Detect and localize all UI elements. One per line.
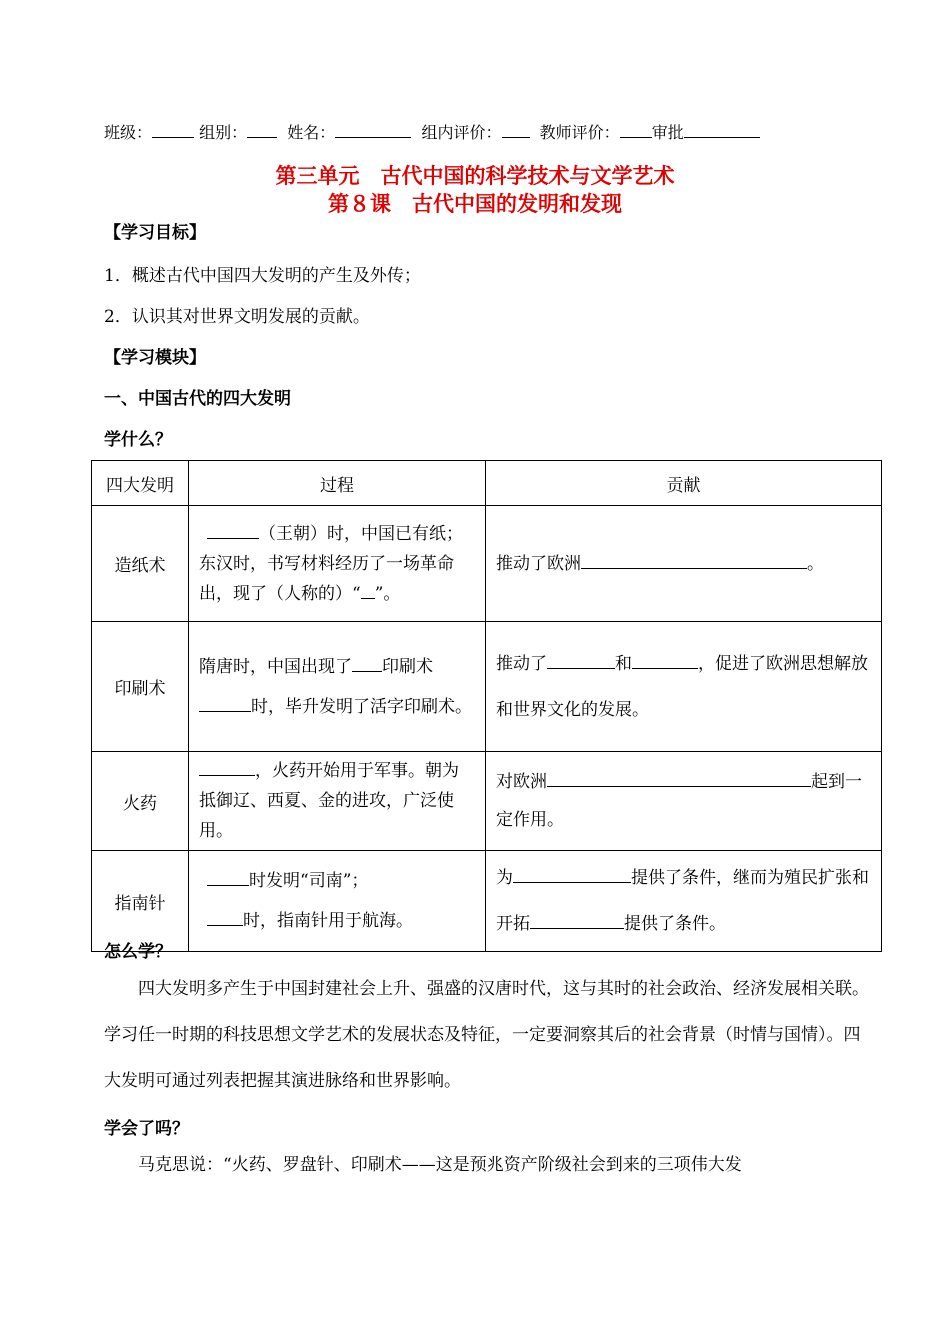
process-cell: 时发明“司南”； 时，指南针用于航海。 xyxy=(189,851,486,952)
col-header-invention: 四大发明 xyxy=(92,461,189,506)
col-header-contribution: 贡献 xyxy=(486,461,882,506)
invention-name: 造纸术 xyxy=(92,506,189,622)
blank-field[interactable] xyxy=(547,770,811,787)
approve-field[interactable] xyxy=(684,121,760,138)
table-row xyxy=(92,622,882,752)
group-label: 组别： xyxy=(199,123,248,142)
goal-item-1: 1．概述古代中国四大发明的产生及外传； xyxy=(104,266,421,286)
blank-field[interactable] xyxy=(581,552,807,569)
blank-field[interactable] xyxy=(530,912,624,929)
group-eval-field[interactable] xyxy=(502,121,530,138)
table-row xyxy=(92,506,882,622)
module-heading: 【学习模块】 xyxy=(104,348,206,368)
section1-heading: 一、中国古代的四大发明 xyxy=(104,389,291,409)
invention-name: 指南针 xyxy=(92,851,189,952)
contribution-cell: 为 提供了条件，继而为殖民扩张和开拓 提供了条件。 xyxy=(486,851,882,952)
blank-field[interactable] xyxy=(352,655,382,672)
class-label: 班级： xyxy=(104,123,153,142)
learned-heading: 学会了吗？ xyxy=(104,1119,189,1139)
teacher-eval-label: 教师评价： xyxy=(539,123,620,142)
group-field[interactable] xyxy=(247,121,277,138)
goal-item-2: 2．认识其对世界文明发展的贡献。 xyxy=(104,307,370,327)
student-info-line xyxy=(104,120,760,143)
contribution-cell: 推动了欧洲 。 xyxy=(486,506,882,622)
blank-field[interactable] xyxy=(199,695,251,712)
invention-name: 印刷术 xyxy=(92,622,189,752)
table-row xyxy=(92,851,882,952)
contribution-cell: 推动了 和 ，促进了欧洲思想解放和世界文化的发展。 xyxy=(486,622,882,752)
process-cell: 隋唐时，中国出现了 印刷术 时，毕升发明了活字印刷术。 xyxy=(189,622,486,752)
table-header-row xyxy=(92,461,882,506)
contribution-cell: 对欧洲 起到一定作用。 xyxy=(486,752,882,851)
class-field[interactable] xyxy=(152,121,194,138)
name-field[interactable] xyxy=(335,121,411,138)
blank-field[interactable] xyxy=(199,759,255,776)
blank-field[interactable] xyxy=(632,652,698,669)
goals-heading: 【学习目标】 xyxy=(104,223,206,243)
unit-title: 第三单元 古代中国的科学技术与文学艺术 xyxy=(275,163,675,188)
process-cell: ，火药开始用于军事。朝为抵御辽、西夏、金的进攻，广泛使用。 xyxy=(189,752,486,851)
process-cell: （王朝）时，中国已有纸；东汉时，书写材料经历了一场革命出，现了（人称的）“ ”。 xyxy=(189,506,486,622)
blank-field[interactable] xyxy=(513,866,631,883)
inventions-table xyxy=(91,460,882,952)
invention-name: 火药 xyxy=(92,752,189,851)
learned-text: 马克思说：“火药、罗盘针、印刷术——这是预兆资产阶级社会到来的三项伟大发 xyxy=(138,1155,742,1175)
group-eval-label: 组内评价： xyxy=(421,123,502,142)
how-heading: 怎么学？ xyxy=(104,942,172,962)
name-label: 姓名： xyxy=(287,123,336,142)
approve-label: 审批 xyxy=(651,123,684,142)
col-header-process: 过程 xyxy=(189,461,486,506)
table-row xyxy=(92,752,882,851)
blank-field[interactable] xyxy=(207,522,259,539)
how-text: 四大发明多产生于中国封建社会上升、强盛的汉唐时代，这与其时的社会政治、经济发展相关联。学习任一时期的科技思想文学艺术的发展状态及特征，一定要洞察其后的社会背景（时情与国情）。四大发明可通过列表把握其演进脉络和世界影响。 xyxy=(104,979,869,1091)
blank-field[interactable] xyxy=(547,652,615,669)
blank-field[interactable] xyxy=(361,582,375,599)
what-heading: 学什么？ xyxy=(104,430,172,450)
teacher-eval-field[interactable] xyxy=(620,121,652,138)
blank-field[interactable] xyxy=(207,909,243,926)
lesson-title: 第８课 古代中国的发明和发现 xyxy=(328,191,622,216)
blank-field[interactable] xyxy=(207,869,249,886)
